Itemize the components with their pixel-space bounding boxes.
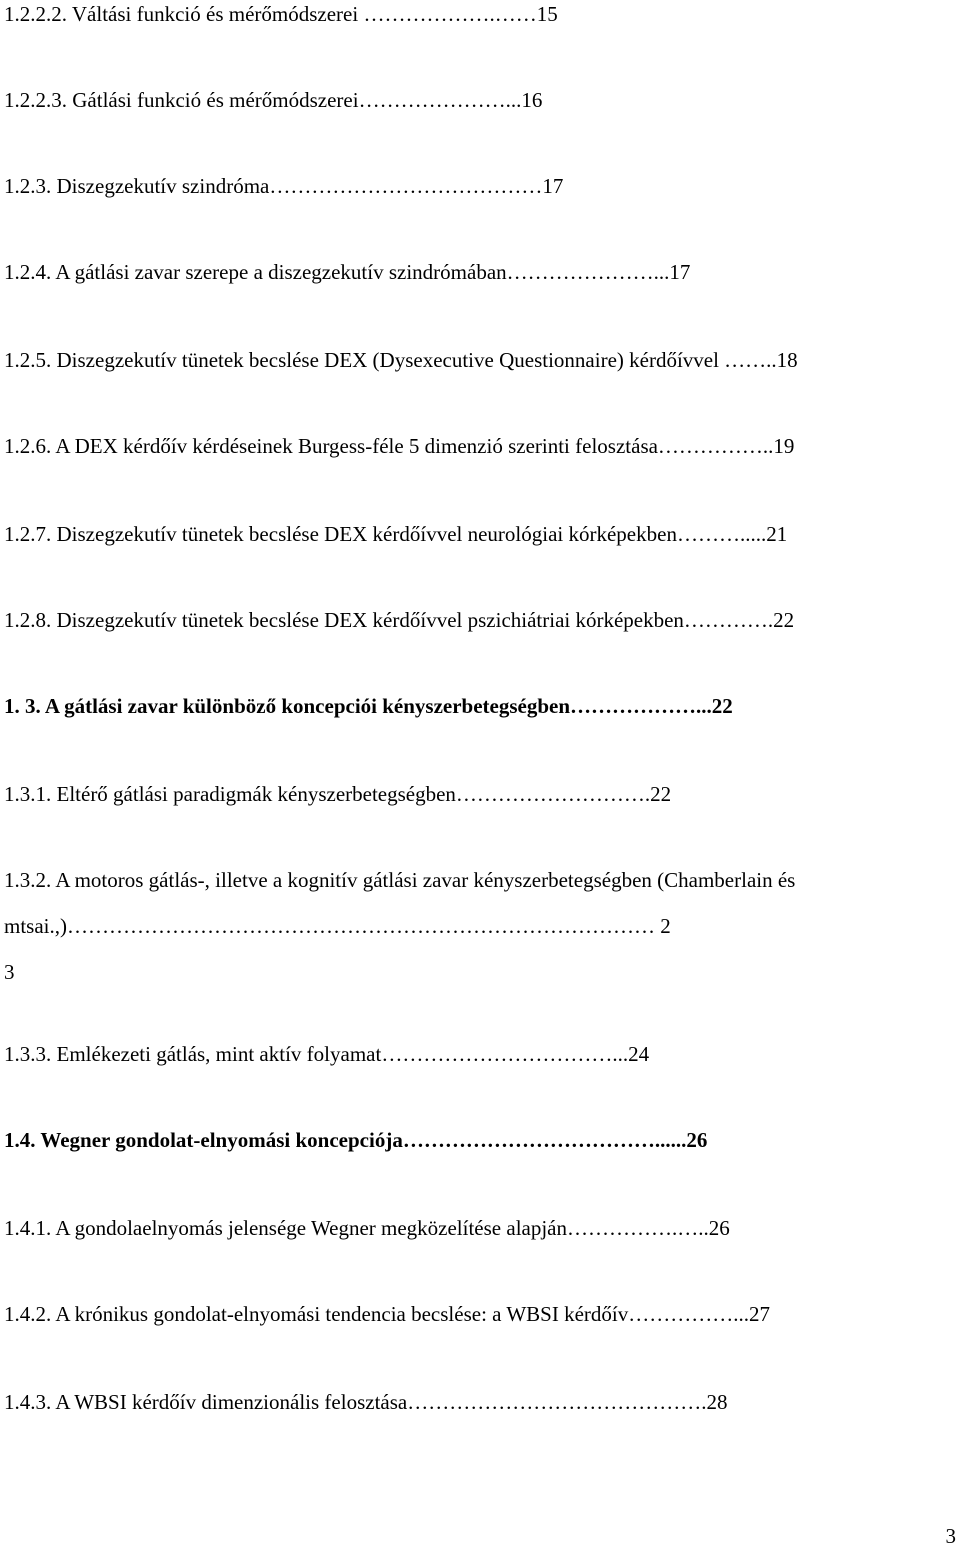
toc-entry-1-2-4: 1.2.4. A gátlási zavar szerepe a diszegzekutív szindrómában…………………...17 — [4, 260, 691, 284]
toc-entry-1-4-3: 1.4.3. A WBSI kérdőív dimenzionális felosztása…………………………………….28 — [4, 1390, 728, 1414]
toc-entry-1-3-2: 1.3.2. A motoros gátlás-, illetve a kognitív gátlási zavar kényszerbetegségben (Chamberlain és — [4, 868, 796, 892]
page-number: 3 — [945, 1524, 956, 1548]
toc-entry-1-2-2-2: 1.2.2.2. Váltási funkció és mérőmódszerei ……………….……15 — [4, 2, 558, 26]
toc-entry-1-3-3: 1.3.3. Emlékezeti gátlás, mint aktív folyamat……………………………...24 — [4, 1042, 650, 1066]
toc-entry-1-4: 1.4. Wegner gondolat-elnyomási koncepciója………………………………......26 — [4, 1128, 708, 1152]
toc-entry-1-2-2-3: 1.2.2.3. Gátlási funkció és mérőmódszerei…………………...16 — [4, 88, 543, 112]
toc-entry-1-2-6: 1.2.6. A DEX kérdőív kérdéseinek Burgess-féle 5 dimenzió szerinti felosztása……………..19 — [4, 434, 795, 458]
toc-entry-1-2-3: 1.2.3. Diszegzekutív szindróma…………………………………17 — [4, 174, 564, 198]
toc-entry-1-2-8: 1.2.8. Diszegzekutív tünetek becslése DEX kérdőívvel pszichiátriai kórképekben………….22 — [4, 608, 795, 632]
toc-entry-1-3-2-line3: 3 — [4, 960, 15, 984]
toc-entry-1-2-7: 1.2.7. Diszegzekutív tünetek becslése DEX kérdőívvel neurológiai kórképekben……….....21 — [4, 522, 788, 546]
toc-entry-1-2-5: 1.2.5. Diszegzekutív tünetek becslése DEX (Dysexecutive Questionnaire) kérdőívvel ……..18 — [4, 348, 798, 372]
toc-entry-1-3: 1. 3. A gátlási zavar különböző koncepciói kényszerbetegségben………………...22 — [4, 694, 733, 718]
toc-entry-1-4-2: 1.4.2. A krónikus gondolat-elnyomási tendencia becslése: a WBSI kérdőív……………...27 — [4, 1302, 770, 1326]
toc-entry-1-3-1: 1.3.1. Eltérő gátlási paradigmák kényszerbetegségben……………………….22 — [4, 782, 672, 806]
toc-entry-1-3-2-line2: mtsai.,)………………………………………………………………………… 2 — [4, 914, 671, 938]
toc-entry-1-4-1: 1.4.1. A gondolaelnyomás jelensége Wegner megközelítése alapján…………….…..26 — [4, 1216, 730, 1240]
